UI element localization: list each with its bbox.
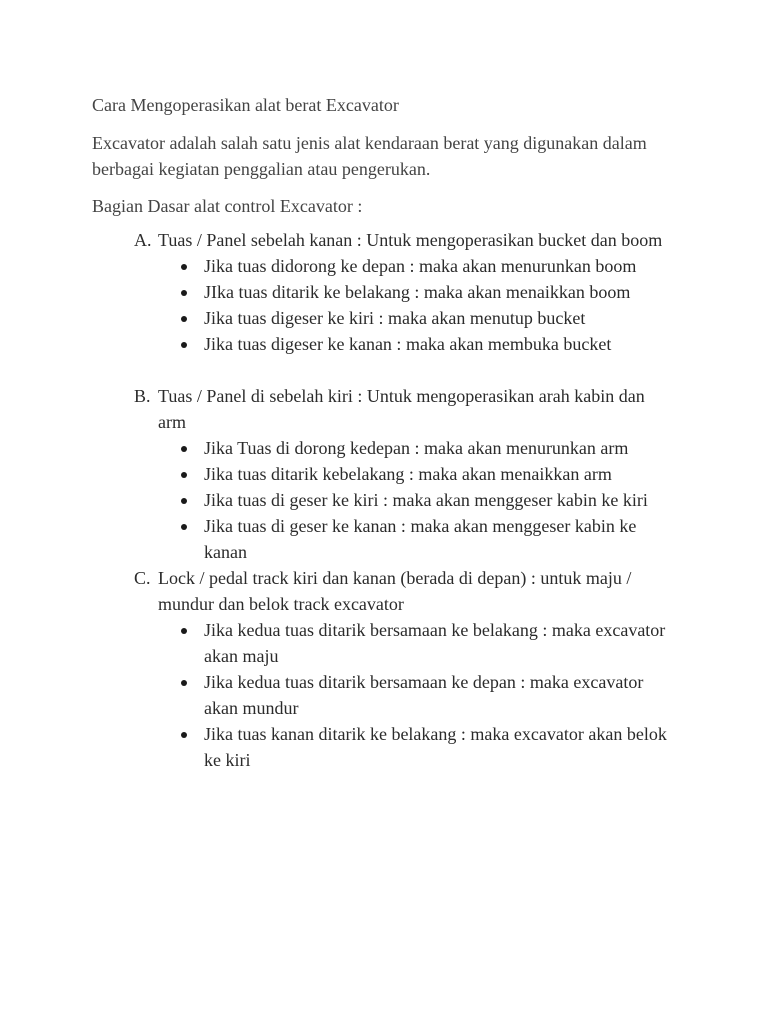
- bullet-text: Jika tuas kanan ditarik ke belakang : maka excavator akan belok ke kiri: [204, 724, 667, 770]
- section-c-letter: C.: [134, 568, 151, 588]
- bullet-icon: [181, 264, 187, 270]
- list-item: [204, 435, 674, 461]
- section-c-bullet-list: [134, 617, 674, 773]
- section-b: [134, 383, 674, 565]
- list-item: [204, 279, 674, 305]
- section-a-heading-text: Tuas / Panel sebelah kanan : Untuk mengoperasikan bucket dan boom: [158, 230, 663, 250]
- bullet-icon: [181, 316, 187, 322]
- section-a-bullet-list: [134, 253, 674, 357]
- bullet-text: Jika tuas digeser ke kanan : maka akan membuka bucket: [204, 334, 612, 354]
- bullet-text: Jika kedua tuas ditarik bersamaan ke depan : maka excavator akan mundur: [204, 672, 644, 718]
- bullet-icon: [181, 290, 187, 296]
- section-a-heading: [134, 227, 674, 253]
- section-c-heading: [134, 565, 674, 617]
- list-item: [204, 253, 674, 279]
- list-item: [204, 461, 674, 487]
- section-b-bullet-list: [134, 435, 674, 565]
- list-item: [204, 669, 674, 721]
- section-heading: Bagian Dasar alat control Excavator :: [92, 196, 363, 216]
- bullet-icon: [181, 342, 187, 348]
- list-item: [204, 513, 674, 565]
- section-b-letter: B.: [134, 386, 151, 406]
- intro-paragraph: Excavator adalah salah satu jenis alat kendaraan berat yang digunakan dalam berbagai kegiatan penggalian atau pengerukan.: [92, 133, 647, 179]
- bullet-icon: [181, 446, 187, 452]
- bullet-text: Jika tuas di geser ke kanan : maka akan menggeser kabin ke kanan: [204, 516, 637, 562]
- bullet-text: Jika tuas didorong ke depan : maka akan menurunkan boom: [204, 256, 637, 276]
- section-a-letter: A.: [134, 230, 152, 250]
- bullet-text: Jika tuas di geser ke kiri : maka akan menggeser kabin ke kiri: [204, 490, 648, 510]
- section-b-heading-text: Tuas / Panel di sebelah kiri : Untuk mengoperasikan arah kabin dan arm: [158, 386, 645, 432]
- bullet-text: Jika tuas digeser ke kiri : maka akan menutup bucket: [204, 308, 586, 328]
- bullet-icon: [181, 524, 187, 530]
- bullet-icon: [181, 628, 187, 634]
- bullet-text: Jika Tuas di dorong kedepan : maka akan menurunkan arm: [204, 438, 629, 458]
- list-item: [204, 305, 674, 331]
- section-a: [134, 227, 674, 357]
- bullet-icon: [181, 472, 187, 478]
- bullet-icon: [181, 732, 187, 738]
- section-c-heading-text: Lock / pedal track kiri dan kanan (berada di depan) : untuk maju / mundur dan belok track excavator: [158, 568, 632, 614]
- bullet-text: Jika kedua tuas ditarik bersamaan ke belakang : maka excavator akan maju: [204, 620, 666, 666]
- list-item: [204, 617, 674, 669]
- list-item: [204, 721, 674, 773]
- list-item: [204, 487, 674, 513]
- bullet-text: Jika tuas ditarik kebelakang : maka akan menaikkan arm: [204, 464, 612, 484]
- section-b-heading: [134, 383, 674, 435]
- bullet-icon: [181, 680, 187, 686]
- list-item: [204, 331, 674, 357]
- document-title: Cara Mengoperasikan alat berat Excavator: [92, 95, 399, 115]
- bullet-icon: [181, 498, 187, 504]
- section-c: [134, 565, 674, 773]
- bullet-text: JIka tuas ditarik ke belakang : maka akan menaikkan boom: [204, 282, 631, 302]
